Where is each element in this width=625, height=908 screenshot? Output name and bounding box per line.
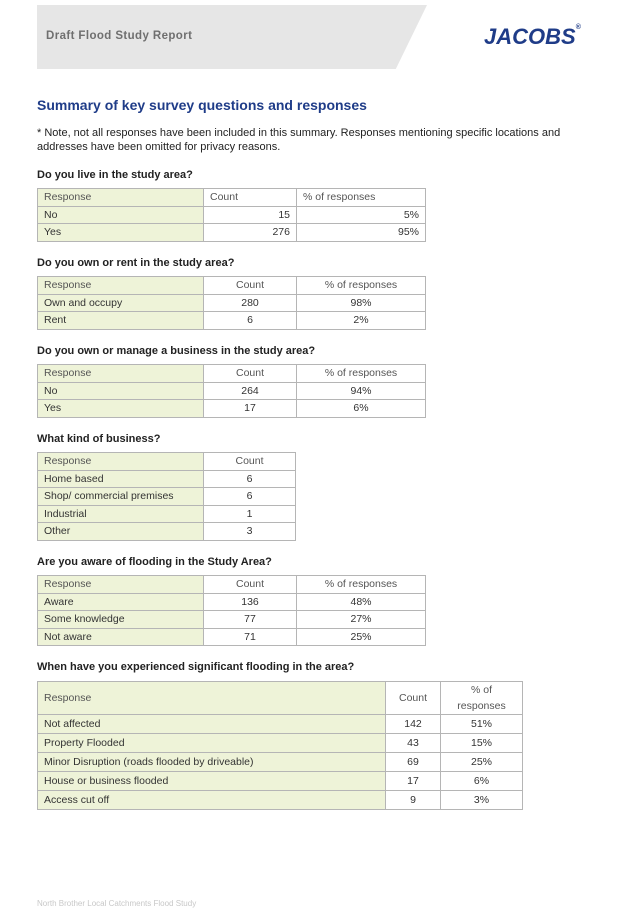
count-cell: 15 bbox=[204, 206, 297, 224]
percent-cell: 27% bbox=[297, 611, 426, 629]
response-cell: Minor Disruption (roads flooded by driveable) bbox=[38, 753, 386, 772]
header-cell: Count bbox=[204, 277, 297, 295]
table-row bbox=[38, 294, 426, 312]
header-cell: % of responses bbox=[441, 682, 523, 715]
page-title: Summary of key survey questions and responses bbox=[37, 97, 367, 113]
table-row bbox=[38, 382, 426, 400]
count-cell: 17 bbox=[386, 772, 441, 791]
header-cell: % of responses bbox=[297, 365, 426, 383]
count-cell: 276 bbox=[204, 224, 297, 242]
table-row bbox=[38, 400, 426, 418]
header-cell: Count bbox=[204, 189, 297, 207]
header-cell: Response bbox=[38, 277, 204, 295]
response-cell: Other bbox=[38, 523, 204, 541]
header-cell: Response bbox=[38, 365, 204, 383]
table-row bbox=[38, 753, 523, 772]
table-row bbox=[38, 505, 296, 523]
count-cell: 1 bbox=[204, 505, 296, 523]
question-own-or-rent: Do you own or rent in the study area? bbox=[37, 257, 235, 269]
table-aware-of-flooding bbox=[37, 575, 426, 646]
count-cell: 142 bbox=[386, 715, 441, 734]
response-cell: Access cut off bbox=[38, 791, 386, 810]
count-cell: 280 bbox=[204, 294, 297, 312]
question-experienced-flooding: When have you experienced significant flooding in the area? bbox=[37, 661, 355, 673]
response-cell: Yes bbox=[38, 400, 204, 418]
table-header-row bbox=[38, 682, 523, 715]
percent-cell: 5% bbox=[297, 206, 426, 224]
privacy-note: * Note, not all responses have been included in this summary. Responses mentioning specific locations and addresses have been omitted for privacy reasons. bbox=[37, 127, 561, 153]
header-cell: Response bbox=[38, 576, 204, 594]
response-cell: Yes bbox=[38, 224, 204, 242]
count-cell: 17 bbox=[204, 400, 297, 418]
logo-text: JACOBS bbox=[484, 24, 576, 49]
header-cell: % of responses bbox=[297, 189, 426, 207]
count-cell: 43 bbox=[386, 734, 441, 753]
percent-cell: 2% bbox=[297, 312, 426, 330]
header-cell: % of responses bbox=[297, 277, 426, 295]
count-cell: 69 bbox=[386, 753, 441, 772]
percent-cell: 95% bbox=[297, 224, 426, 242]
table-row bbox=[38, 791, 523, 810]
question-own-business: Do you own or manage a business in the study area? bbox=[37, 345, 316, 357]
table-row bbox=[38, 470, 296, 488]
page-footer: North Brother Local Catchments Flood Study bbox=[37, 899, 197, 908]
table-own-business bbox=[37, 364, 426, 418]
response-cell: House or business flooded bbox=[38, 772, 386, 791]
header-cell: Response bbox=[38, 453, 204, 471]
table-own-or-rent bbox=[37, 276, 426, 330]
table-row bbox=[38, 715, 523, 734]
percent-cell: 98% bbox=[297, 294, 426, 312]
header-cell: Count bbox=[204, 453, 296, 471]
response-cell: Not aware bbox=[38, 628, 204, 646]
count-cell: 3 bbox=[204, 523, 296, 541]
count-cell: 71 bbox=[204, 628, 297, 646]
table-row bbox=[38, 734, 523, 753]
response-cell: Own and occupy bbox=[38, 294, 204, 312]
table-live-in-area bbox=[37, 188, 426, 242]
table-header-row bbox=[38, 189, 426, 207]
question-live-in-area: Do you live in the study area? bbox=[37, 169, 193, 181]
table-row bbox=[38, 224, 426, 242]
percent-cell: 94% bbox=[297, 382, 426, 400]
table-row bbox=[38, 206, 426, 224]
count-cell: 136 bbox=[204, 593, 297, 611]
question-kind-of-business: What kind of business? bbox=[37, 433, 161, 445]
response-cell: Aware bbox=[38, 593, 204, 611]
table-row bbox=[38, 523, 296, 541]
count-cell: 6 bbox=[204, 312, 297, 330]
header-cell: Count bbox=[204, 576, 297, 594]
question-aware-of-flooding: Are you aware of flooding in the Study Area? bbox=[37, 556, 272, 568]
response-cell: Some knowledge bbox=[38, 611, 204, 629]
logo-registered-mark: ® bbox=[575, 24, 581, 31]
response-cell: Home based bbox=[38, 470, 204, 488]
count-cell: 77 bbox=[204, 611, 297, 629]
count-cell: 264 bbox=[204, 382, 297, 400]
percent-cell: 25% bbox=[297, 628, 426, 646]
table-experienced-flooding bbox=[37, 681, 523, 810]
percent-cell: 48% bbox=[297, 593, 426, 611]
response-cell: Property Flooded bbox=[38, 734, 386, 753]
percent-cell: 3% bbox=[441, 791, 523, 810]
table-row bbox=[38, 312, 426, 330]
table-header-row bbox=[38, 576, 426, 594]
response-cell: Shop/ commercial premises bbox=[38, 488, 204, 506]
report-title: Draft Flood Study Report bbox=[46, 30, 193, 42]
table-header-row bbox=[38, 453, 296, 471]
count-cell: 6 bbox=[204, 488, 296, 506]
response-cell: Industrial bbox=[38, 505, 204, 523]
header-cell: Count bbox=[204, 365, 297, 383]
header-cell: Response bbox=[38, 189, 204, 207]
table-row bbox=[38, 593, 426, 611]
header-cell: % of responses bbox=[297, 576, 426, 594]
response-cell: Rent bbox=[38, 312, 204, 330]
table-row bbox=[38, 488, 296, 506]
table-kind-of-business bbox=[37, 452, 296, 541]
percent-cell: 6% bbox=[297, 400, 426, 418]
table-row bbox=[38, 611, 426, 629]
response-cell: Not affected bbox=[38, 715, 386, 734]
response-cell: No bbox=[38, 382, 204, 400]
percent-cell: 6% bbox=[441, 772, 523, 791]
table-header-row bbox=[38, 277, 426, 295]
jacobs-logo bbox=[484, 24, 581, 50]
table-header-row bbox=[38, 365, 426, 383]
response-cell: No bbox=[38, 206, 204, 224]
header-cell: Count bbox=[386, 682, 441, 715]
header-cell: Response bbox=[38, 682, 386, 715]
count-cell: 6 bbox=[204, 470, 296, 488]
table-row bbox=[38, 628, 426, 646]
count-cell: 9 bbox=[386, 791, 441, 810]
percent-cell: 15% bbox=[441, 734, 523, 753]
percent-cell: 51% bbox=[441, 715, 523, 734]
table-row bbox=[38, 772, 523, 791]
percent-cell: 25% bbox=[441, 753, 523, 772]
